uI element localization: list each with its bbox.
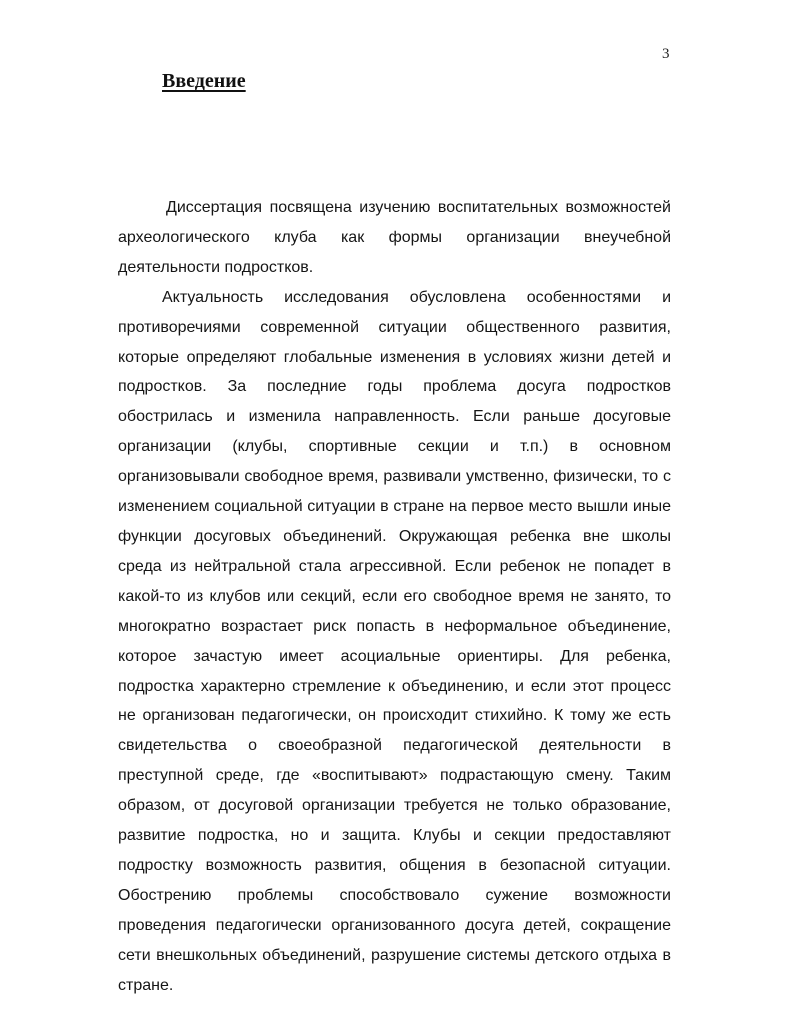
- page-number: 3: [662, 46, 670, 62]
- section-heading: Введение: [162, 70, 246, 92]
- paragraph-relevance: Актуальность исследования обусловлена особенностями и противоречиями современной ситуации общественного развития, которые определяют глобальные изменения в условиях жизни детей и подростков. За последние годы проблема досуга подростков обострилась и изменила направленность. Если раньше досуговые организации (клубы, спортивные секции и т.п.) в основном организовывали свободное время, развивали умственно, физически, то с изменением социальной ситуации в стране на первое место вышли иные функции досуговых объединений. Окружающая ребенка вне школы среда из нейтральной стала агрессивной. Если ребенок не попадет в какой-то из клубов или секций, если его свободное время не занято, то многократно возрастает риск попасть в неформальное объединение, которое зачастую имеет асоциальные ориентиры. Для ребенка, подростка характерно стремление к объединению, и если этот процесс не организован педагогически, он происходит стихийно. К тому же есть свидетельства о своеобразной педагогической деятельности в преступной среде, где «воспитывают» подрастающую смену. Таким образом, от досуговой организации требуется не только образование, развитие подростка, но и защита. Клубы и секции предоставляют подростку возможность развития, общения в безопасной ситуации. Обострению проблемы способствовало сужение возможности проведения педагогически организованного досуга детей, сокращение сети внешкольных объединений, разрушение системы детского отдыха в стране.: [118, 288, 671, 994]
- body-text: [118, 193, 671, 1000]
- paragraph-dissertation-topic: Диссертация посвящена изучению воспитательных возможностей археологического клуба как формы организации внеучебной деятельности подростков.: [118, 199, 671, 276]
